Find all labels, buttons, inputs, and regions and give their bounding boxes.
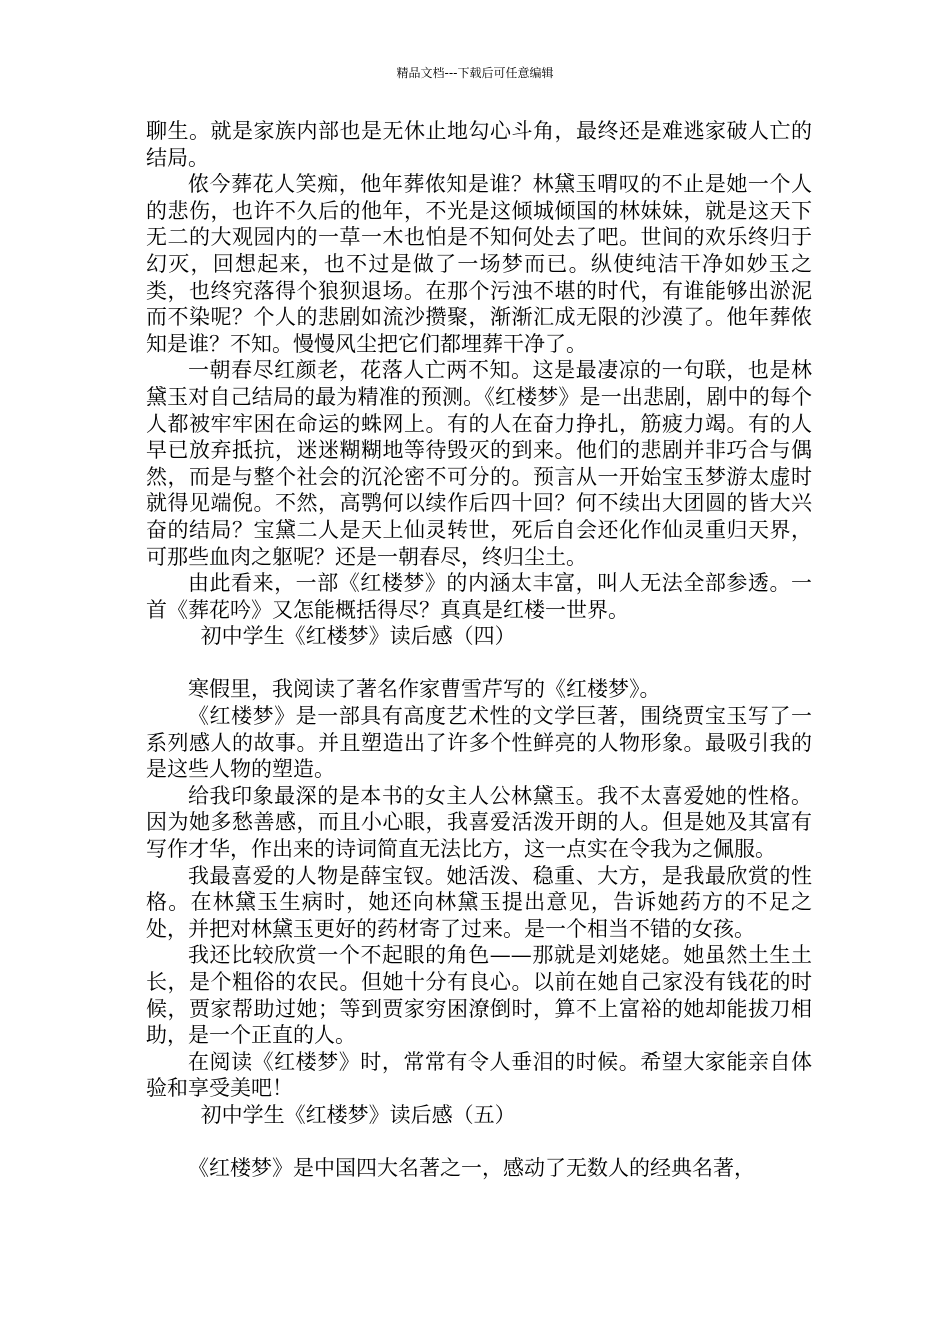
paragraph: 聊生。就是家族内部也是无休止地勾心斗角，最终还是难逃家破人亡的结局。 [146, 119, 812, 170]
paragraph: 《红楼梦》是中国四大名著之一，感动了无数人的经典名著， [188, 1156, 755, 1181]
paragraph: 一朝春尽红颜老，花落人亡两不知。这是最凄凉的一句联，也是林黛玉对自己结局的最为精准的预测。《红楼梦》是一出悲剧，剧中的每个人都被牢牢困在命运的蛛网上。有的人在奋力挣扎，筋疲力竭。有的人早已放弃抵抗，迷迷糊糊地等待毁灭的到来。他们的悲剧并非巧合与偶然，而是与整个社会的沉沦密不可分的。预言从一开始宝玉梦游太虚时就得见端倪。不然，高鹗何以续作后四十回？何不续出大团圆的皆大兴奋的结局？宝黛二人是天上仙灵转世，死后自会还化作仙灵重归天界，可那些血肉之躯呢？还是一朝春尽，终归尘土。 [146, 358, 812, 569]
paragraph: 寒假里，我阅读了著名作家曹雪芹写的《红楼梦》。 [188, 677, 661, 702]
paragraph: 侬今葬花人笑痴，他年葬侬知是谁？林黛玉喟叹的不止是她一个人的悲伤，也许不久后的他年，不光是这倾城倾国的林妹妹，就是这天下无二的大观园内的一草一木也怕是不知何处去了吧。世间的欢乐终归于幻灭，回想起来，也不过是做了一场梦而已。纵使纯洁干净如妙玉之类，也终究落得个狼狈退场。在那个污浊不堪的时代，有谁能够出淤泥而不染呢？个人的悲剧如流沙攒聚，渐渐汇成无限的沙漠了。他年葬侬知是谁？不知。慢慢风尘把它们都埋葬干净了。 [146, 172, 812, 356]
section-title: 初中学生《红楼梦》读后感（五） [200, 1102, 516, 1127]
page-header: 精品文档---下载后可任意编辑 [396, 66, 554, 80]
paragraph: 由此看来，一部《红楼梦》的内涵太丰富，叫人无法全部参透。一首《葬花吟》又怎能概括得尽？真真是红楼一世界。 [146, 571, 812, 622]
paragraph: 在阅读《红楼梦》时，常常有令人垂泪的时候。希望大家能亲自体验和享受美吧！ [146, 1049, 812, 1101]
paragraph: 我还比较欣赏一个不起眼的角色——那就是刘姥姥。她虽然土生土长，是个粗俗的农民。但她十分有良心。以前在她自己家没有钱花的时候，贾家帮助过她；等到贾家穷困潦倒时，算不上富裕的她却能拔刀相助，是一个正直的人。 [146, 943, 812, 1048]
paragraph: 《红楼梦》是一部具有高度艺术性的文学巨著，围绕贾宝玉写了一系列感人的故事。并且塑造出了许多个性鲜亮的人物形象。最吸引我的是这些人物的塑造。 [146, 704, 812, 782]
paragraph: 给我印象最深的是本书的女主人公林黛玉。我不太喜爱她的性格。因为她多愁善感，而且小心眼，我喜爱活泼开朗的人。但是她及其富有写作才华，作出来的诗词简直无法比方，这一点实在令我为之佩服。 [146, 783, 812, 862]
document-body [146, 118, 812, 1182]
section-title: 初中学生《红楼梦》读后感（四） [200, 624, 516, 649]
paragraph: 我最喜爱的人物是薛宝钗。她活泼、稳重、大方，是我最欣赏的性格。在林黛玉生病时，她还向林黛玉提出意见，告诉她药方的不足之处，并把对林黛玉更好的药材寄了过来。是一个相当不错的女孩。 [146, 863, 812, 941]
